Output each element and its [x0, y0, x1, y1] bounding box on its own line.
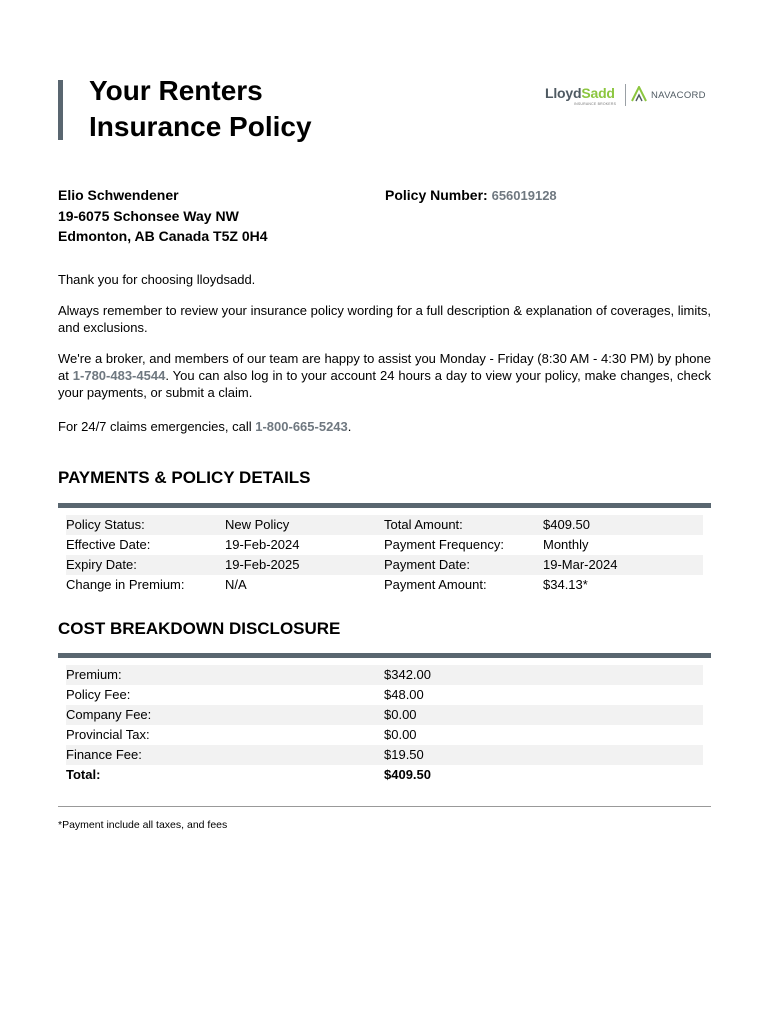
- policy-number-value: 656019128: [491, 188, 557, 203]
- title-accent-bar: [58, 80, 63, 140]
- footer-divider: [58, 806, 711, 807]
- table-row: Effective Date: 19-Feb-2024 Payment Frequency: Monthly: [66, 537, 589, 552]
- insured-street: 19-6075 Schonsee Way NW: [58, 207, 239, 224]
- cost-section-title: COST BREAKDOWN DISCLOSURE: [58, 619, 341, 638]
- table-row: Provincial Tax: $0.00: [66, 727, 417, 742]
- claims-text: For 24/7 claims emergencies, call 1-800-665-5243.: [58, 419, 352, 434]
- title-line-1: Your Renters: [89, 75, 263, 106]
- table-row: Policy Fee: $48.00: [66, 687, 424, 702]
- navacord-chevron-icon: [631, 86, 647, 102]
- payments-table: [66, 515, 703, 595]
- logo-partner-name: NAVACORD: [651, 90, 706, 101]
- payments-section-title: PAYMENTS & POLICY DETAILS: [58, 468, 311, 487]
- table-row: Change in Premium: N/A Payment Amount: $34.13*: [66, 577, 588, 592]
- company-logo: [545, 83, 710, 109]
- footnote: *Payment include all taxes, and fees: [58, 819, 228, 831]
- insured-name: Elio Schwendener: [58, 187, 179, 203]
- broker-text: We're a broker, and members of our team are happy to assist you Monday - Friday (8:30 AM - 4:30 PM) by phone at 1-780-483-4544. You can also log in to your account 24 hours a day to view your policy, make changes, check your payments, or submit a claim.: [58, 351, 711, 400]
- reminder-text: Always remember to review your insurance policy wording for a full description & explanation of coverages, limits, and exclusions.: [58, 303, 711, 335]
- table-row: Expiry Date: 19-Feb-2025 Payment Date: 19-Mar-2024: [66, 555, 703, 575]
- table-row: Company Fee: $0.00: [66, 705, 703, 725]
- table-row-total: Total: $409.50: [66, 765, 703, 785]
- logo-tagline: INSURANCE BROKERS: [574, 102, 617, 106]
- insured-address: [58, 185, 268, 247]
- table-row: Policy Status: New Policy Total Amount: $409.50: [66, 515, 703, 535]
- logo-brand: LloydSadd: [545, 85, 615, 101]
- broker-phone-link[interactable]: 1-780-483-4544: [72, 368, 166, 383]
- table-row: Finance Fee: $19.50: [66, 745, 703, 765]
- title-line-2: Insurance Policy: [89, 111, 312, 142]
- cost-section-rule: [58, 653, 711, 658]
- thanks-text: Thank you for choosing lloydsadd.: [58, 272, 256, 287]
- page-title: [89, 73, 312, 145]
- logo-divider: [625, 84, 626, 106]
- cost-table: [66, 665, 703, 785]
- policy-number: [385, 185, 557, 207]
- table-row: Premium: $342.00: [66, 665, 703, 685]
- claims-phone-link[interactable]: 1-800-665-5243: [255, 419, 348, 434]
- policy-number-label: Policy Number:: [385, 187, 488, 203]
- insured-city: Edmonton, AB Canada T5Z 0H4: [58, 228, 268, 244]
- payments-section-rule: [58, 503, 711, 508]
